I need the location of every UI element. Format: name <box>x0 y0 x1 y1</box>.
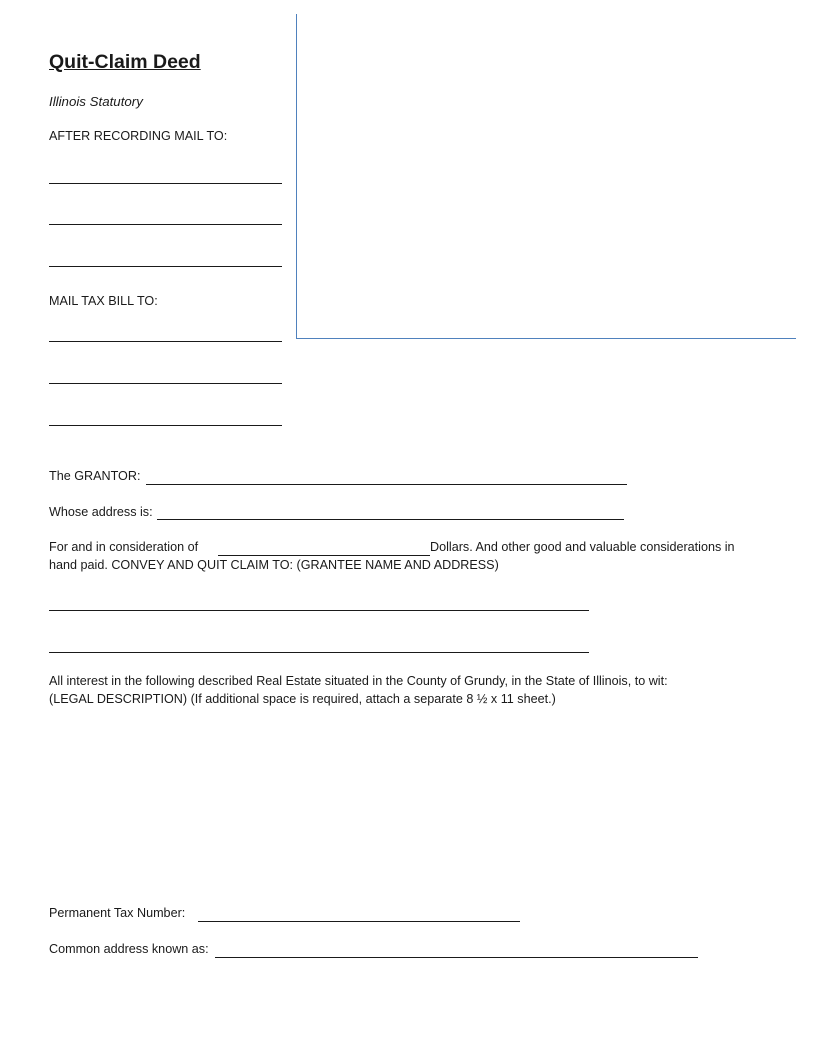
mail-to-line-2[interactable] <box>49 224 282 225</box>
consideration-second-line: hand paid. CONVEY AND QUIT CLAIM TO: (GRANTEE NAME AND ADDRESS) <box>49 558 499 572</box>
recording-box-left-border <box>296 14 297 339</box>
address-label: Whose address is: <box>49 505 153 519</box>
grantor-label: The GRANTOR: <box>49 469 141 483</box>
after-recording-label: AFTER RECORDING MAIL TO: <box>49 129 228 143</box>
mail-to-line-1[interactable] <box>49 183 282 184</box>
tax-number-line[interactable] <box>198 921 520 922</box>
consideration-amount-line[interactable] <box>218 555 430 556</box>
tax-bill-line-3[interactable] <box>49 425 282 426</box>
tax-bill-line-2[interactable] <box>49 383 282 384</box>
page-title: Quit-Claim Deed <box>49 51 201 73</box>
common-address-label: Common address known as: <box>49 942 209 956</box>
mail-tax-label: MAIL TAX BILL TO: <box>49 294 158 308</box>
tax-bill-line-1[interactable] <box>49 341 282 342</box>
consideration-suffix: Dollars. And other good and valuable considerations in <box>430 540 735 554</box>
real-estate-line-1: All interest in the following described Real Estate situated in the County of Grundy, in the State of Illinois, to wit: <box>49 674 668 688</box>
mail-to-line-3[interactable] <box>49 266 282 267</box>
real-estate-line-2: (LEGAL DESCRIPTION) (If additional space is required, attach a separate 8 ½ x 11 sheet.) <box>49 692 556 706</box>
tax-number-label: Permanent Tax Number: <box>49 906 186 920</box>
grantor-line[interactable] <box>146 484 627 485</box>
recording-box-bottom-border <box>296 338 796 339</box>
consideration-prefix: For and in consideration of <box>49 540 199 554</box>
grantee-line-1[interactable] <box>49 610 589 611</box>
address-line[interactable] <box>157 519 624 520</box>
common-address-line[interactable] <box>215 957 698 958</box>
subtitle: Illinois Statutory <box>49 94 143 109</box>
grantee-line-2[interactable] <box>49 652 589 653</box>
